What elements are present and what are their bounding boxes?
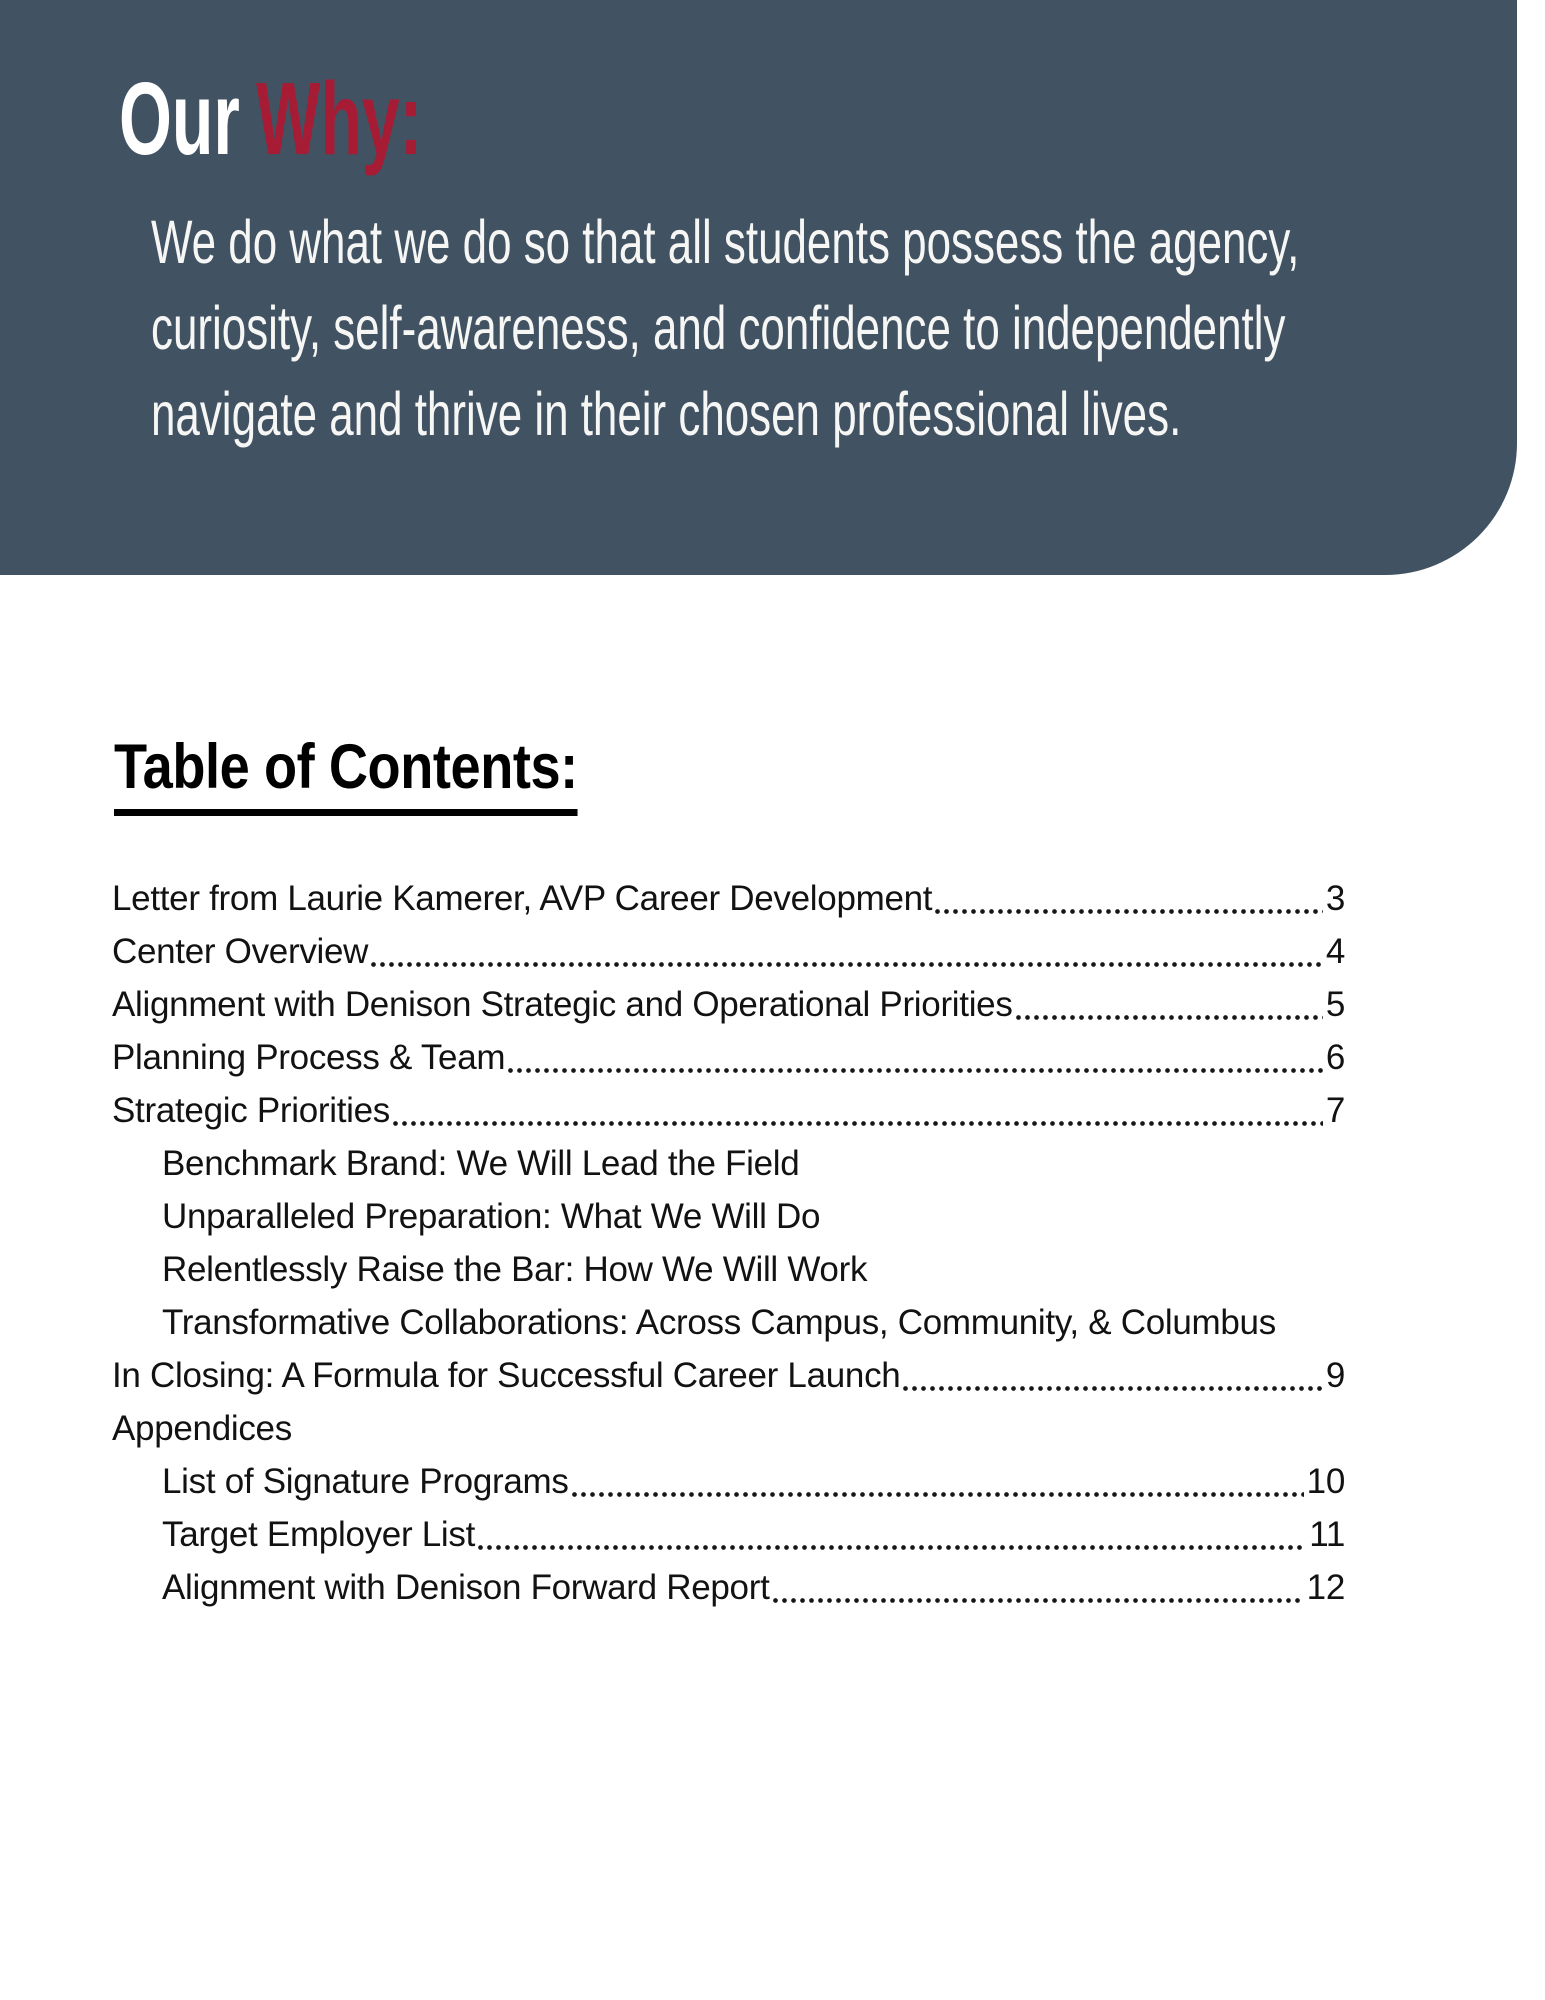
toc-leader-dots	[773, 1598, 1304, 1603]
toc-page-number: 12	[1306, 1568, 1345, 1607]
toc-item-label: Strategic Priorities	[112, 1091, 390, 1130]
mission-line: We do what we do so that all students possess the agency,	[151, 208, 1300, 276]
toc-leader-dots	[371, 962, 1323, 967]
toc-item	[112, 978, 1345, 1031]
toc-item-label: Alignment with Denison Forward Report	[162, 1568, 770, 1607]
page-title-why: Why:	[256, 61, 423, 176]
mission-statement	[151, 199, 1299, 457]
toc-page-number: 7	[1325, 1091, 1345, 1130]
toc-item	[112, 1190, 1345, 1243]
toc-item	[112, 925, 1345, 978]
toc-item	[112, 1561, 1345, 1614]
toc-item-label: Relentlessly Raise the Bar: How We Will Work	[162, 1250, 868, 1289]
hero-banner	[0, 0, 1517, 575]
toc-page-number: 6	[1325, 1038, 1345, 1077]
toc-item	[112, 1243, 1345, 1296]
toc-leader-dots	[935, 909, 1323, 914]
toc-page-number: 3	[1325, 879, 1345, 918]
toc-item	[112, 1455, 1345, 1508]
toc-page-number: 11	[1309, 1515, 1345, 1554]
toc-leader-dots	[478, 1545, 1306, 1550]
toc-item	[112, 1296, 1345, 1349]
toc-page-number: 5	[1325, 985, 1345, 1024]
toc-item-label: Benchmark Brand: We Will Lead the Field	[162, 1144, 800, 1183]
toc-leader-dots	[508, 1068, 1323, 1073]
toc-heading: Table of Contents:	[114, 736, 578, 816]
toc-item	[112, 1402, 1345, 1455]
toc-item-label: Unparalleled Preparation: What We Will Do	[162, 1197, 821, 1236]
toc-item	[112, 1084, 1345, 1137]
toc-item	[112, 1508, 1345, 1561]
toc-item	[112, 1031, 1345, 1084]
toc-leader-dots	[393, 1121, 1323, 1126]
toc-item-label: Alignment with Denison Strategic and Operational Priorities	[112, 985, 1013, 1024]
toc-leader-dots	[903, 1386, 1322, 1391]
toc-item-label: Letter from Laurie Kamerer, AVP Career Development	[112, 879, 933, 918]
toc-leader-dots	[1016, 1015, 1323, 1020]
toc-item-label: In Closing: A Formula for Successful Career Launch	[112, 1356, 901, 1395]
toc-list	[112, 872, 1345, 1614]
toc-item-label: Appendices	[112, 1409, 292, 1448]
toc-item-label: Center Overview	[112, 932, 369, 971]
page-title-our: Our	[119, 61, 240, 176]
toc-item-label: Planning Process & Team	[112, 1038, 506, 1077]
toc-leader-dots	[572, 1492, 1304, 1497]
toc-item	[112, 872, 1345, 925]
toc-item	[112, 1137, 1345, 1190]
toc-item-label: Transformative Collaborations: Across Campus, Community, & Columbus	[162, 1303, 1276, 1342]
toc-item	[112, 1349, 1345, 1402]
toc-item-label: List of Signature Programs	[162, 1462, 569, 1501]
toc-item-label: Target Employer List	[162, 1515, 476, 1554]
page-title	[119, 61, 423, 176]
toc-page-number: 9	[1325, 1356, 1345, 1395]
mission-line: navigate and thrive in their chosen professional lives.	[151, 380, 1182, 448]
mission-line: curiosity, self-awareness, and confidence to independently	[151, 294, 1286, 362]
toc-page-number: 10	[1306, 1462, 1345, 1501]
toc-page-number: 4	[1325, 932, 1345, 971]
